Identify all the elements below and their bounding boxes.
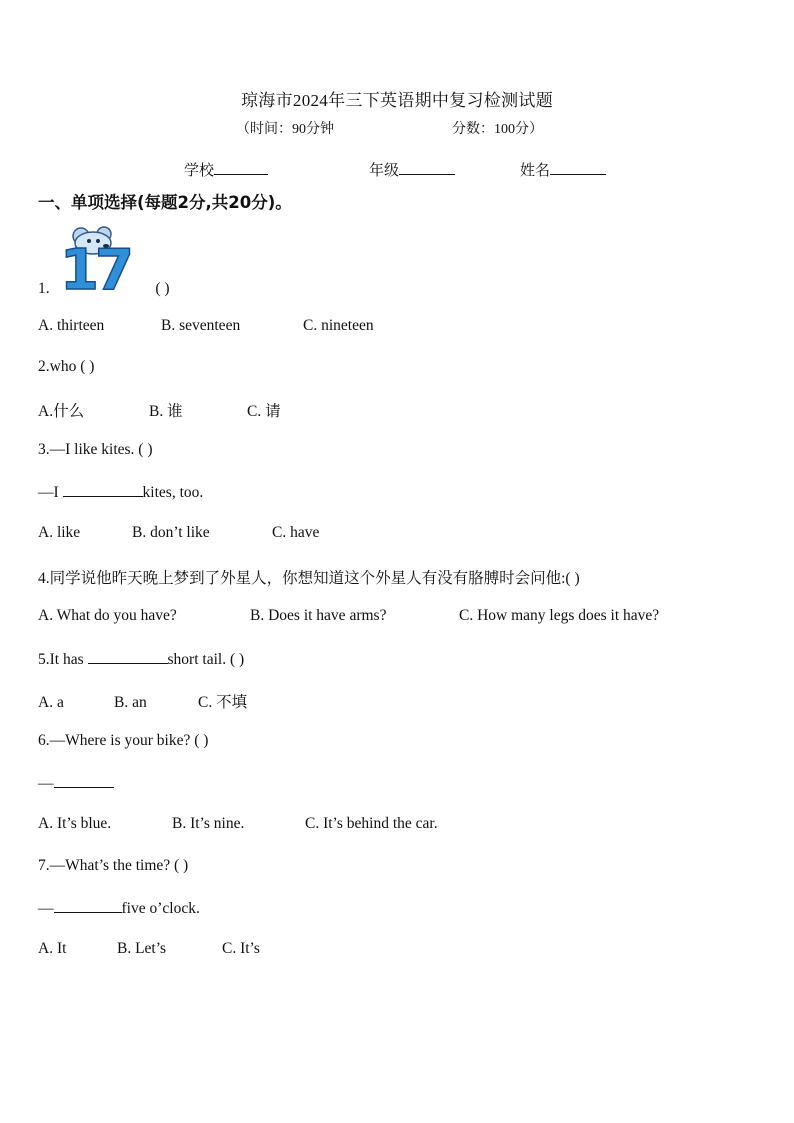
question-7-blank[interactable] [54, 898, 122, 913]
question-4-options [38, 607, 659, 625]
question-3-prefix: —I [38, 484, 63, 501]
option-c[interactable]: C. How many legs does it have? [459, 607, 660, 624]
question-2-options [38, 399, 281, 421]
option-c[interactable]: C. It’s [222, 940, 260, 957]
option-b[interactable]: B. don’t like [132, 524, 210, 541]
option-a[interactable]: A. a [38, 694, 64, 711]
question-6-options [38, 815, 438, 833]
question-3-line2 [38, 482, 203, 502]
option-c[interactable]: C. It’s behind the car. [305, 815, 438, 832]
question-3-stem: 3.—I like kites. ( ) [38, 441, 153, 458]
question-5-prefix: 5.It has [38, 651, 88, 668]
option-b[interactable]: B. seventeen [161, 317, 241, 334]
section-heading: 一、单项选择(每题2分,共20分)。 [38, 193, 292, 212]
option-c[interactable]: C. have [272, 524, 320, 541]
question-1-number: 1. [38, 280, 50, 297]
page-title: 琼海市2024年三下英语期中复习检测试题 [241, 91, 553, 110]
question-7-stem: 7.—What’s the time? ( ) [38, 857, 189, 874]
grade-field [369, 159, 455, 180]
question-5-options [38, 690, 247, 712]
school-field [184, 159, 268, 180]
grade-label: 年级 [369, 163, 400, 179]
option-c[interactable]: C. 不填 [198, 694, 248, 711]
question-7-line2 [38, 898, 200, 918]
question-7-options [38, 940, 260, 958]
question-1-stem [38, 280, 170, 298]
option-a[interactable]: A. It’s blue. [38, 815, 112, 832]
question-3-options [38, 524, 319, 542]
name-blank[interactable] [550, 160, 606, 175]
question-5-stem [38, 649, 244, 669]
question-2-stem: 2.who ( ) [38, 358, 95, 375]
question-5-blank[interactable] [88, 649, 168, 664]
option-a[interactable]: A. It [38, 940, 67, 957]
option-a[interactable]: A. like [38, 524, 81, 541]
option-b[interactable]: B. 谁 [149, 403, 183, 420]
question-4-stem: 4.同学说他昨天晚上梦到了外星人，你想知道这个外星人有没有胳膊时会问他:( ) [38, 570, 580, 587]
question-5-suffix: short tail. ( ) [167, 651, 245, 668]
option-c[interactable]: C. nineteen [303, 317, 374, 334]
question-7-suffix: five o’clock. [121, 900, 200, 917]
question-1-options [38, 317, 374, 335]
question-6-line2 [38, 773, 114, 793]
option-b[interactable]: B. It’s nine. [172, 815, 245, 832]
option-a[interactable]: A. What do you have? [38, 607, 177, 624]
school-blank[interactable] [214, 160, 268, 175]
name-field [520, 159, 606, 180]
question-6-stem: 6.—Where is your bike? ( ) [38, 732, 209, 749]
question-6-blank[interactable] [54, 773, 114, 788]
school-label: 学校 [184, 163, 215, 179]
question-3-suffix: kites, too. [142, 484, 204, 501]
question-6-prefix: — [38, 775, 54, 792]
question-1-answer-paren: ( ) [155, 280, 170, 297]
exam-score: 分数：100分） [452, 122, 543, 137]
question-3-blank[interactable] [63, 482, 143, 497]
question-7-prefix: — [38, 900, 54, 917]
name-label: 姓名 [520, 163, 551, 179]
number-seventeen-text: 17 [60, 238, 130, 294]
option-a[interactable]: A. thirteen [38, 317, 105, 334]
option-b[interactable]: B. an [114, 694, 147, 711]
grade-blank[interactable] [399, 160, 455, 175]
exam-time: （时间：90分钟 [236, 122, 334, 137]
option-c[interactable]: C. 请 [247, 403, 281, 420]
option-b[interactable]: B. Does it have arms? [250, 607, 387, 624]
option-b[interactable]: B. Let’s [117, 940, 167, 957]
option-a[interactable]: A.什么 [38, 403, 85, 420]
